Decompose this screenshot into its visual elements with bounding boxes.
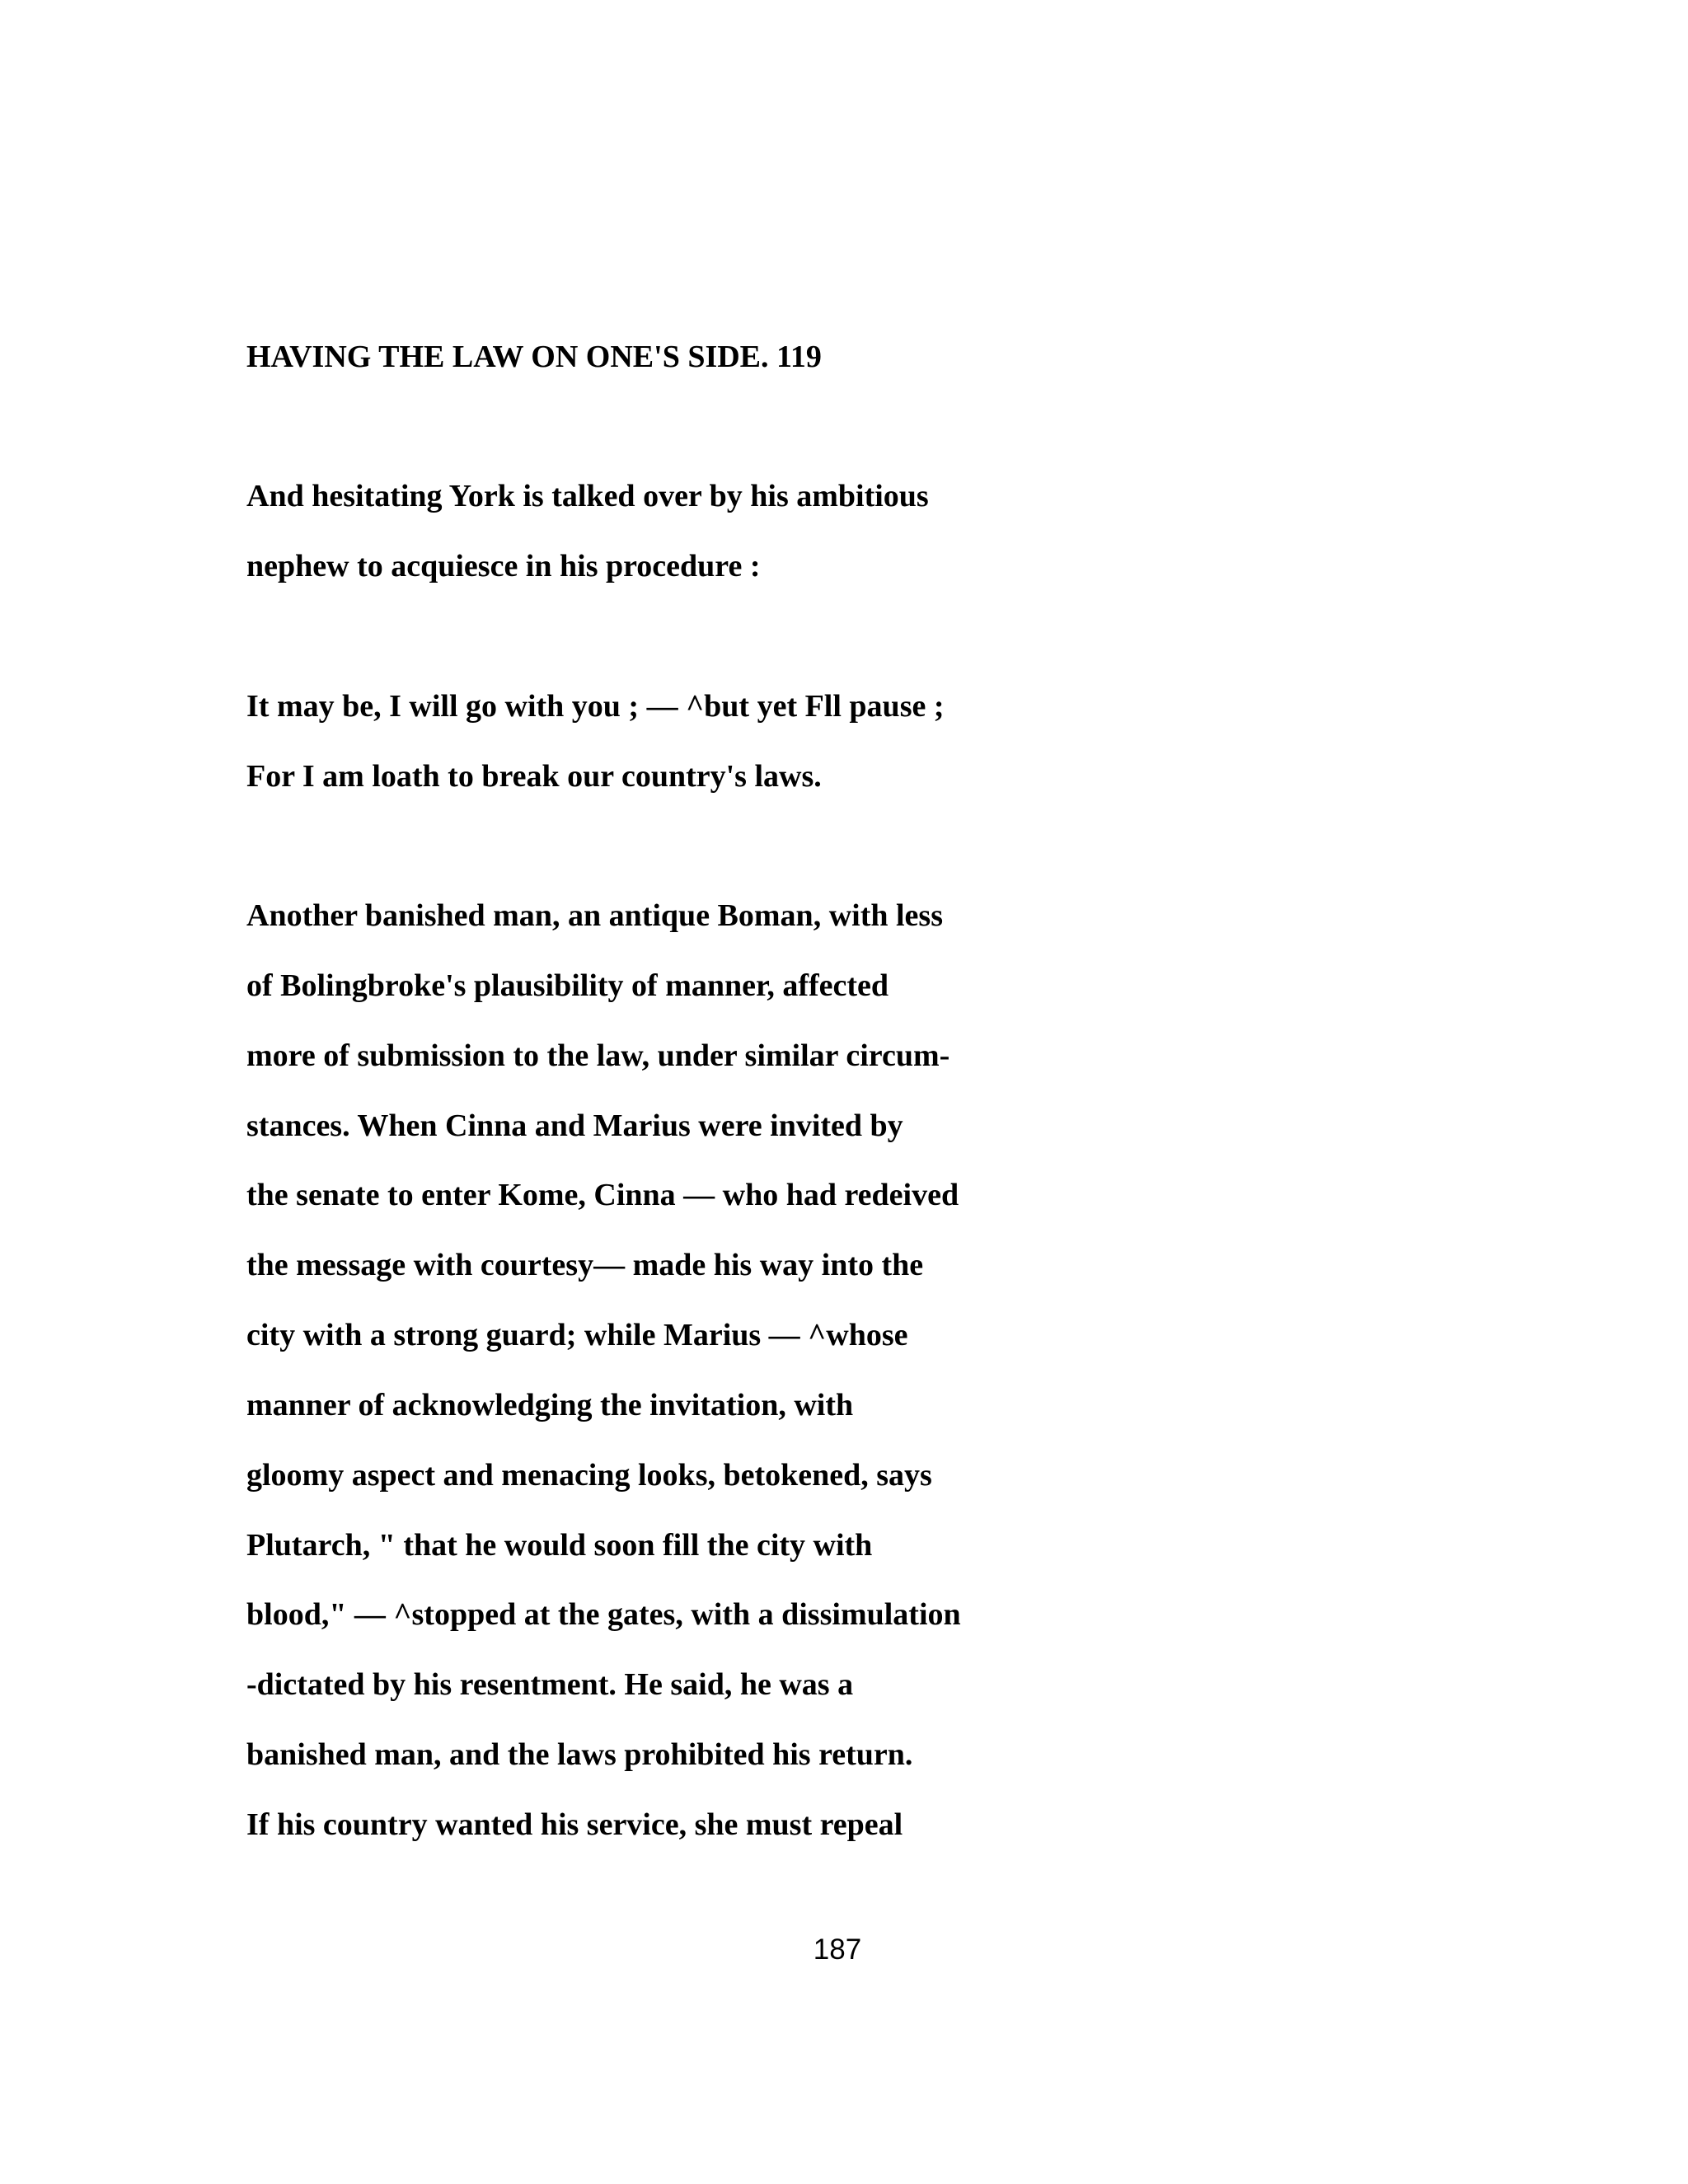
text-line: manner of acknowledging the invitation, with	[246, 1388, 854, 1422]
text-line: Plutarch, " that he would soon fill the city with	[246, 1528, 873, 1563]
text-line: And hesitating York is talked over by his ambitious	[246, 479, 929, 513]
text-line: gloomy aspect and menacing looks, betokened, says	[246, 1458, 932, 1493]
running-title: HAVING THE LAW ON ONE'S SIDE. 119	[246, 340, 822, 374]
verse-line: For I am loath to break our country's laws.	[246, 759, 822, 794]
page-number: 187	[813, 1933, 862, 1966]
text-line: more of submission to the law, under similar circum-	[246, 1038, 950, 1073]
text-line: the senate to enter Kome, Cinna — who had redeived	[246, 1178, 959, 1212]
text-line: the message with courtesy— made his way into the	[246, 1248, 924, 1282]
verse-line: It may be, I will go with you ; — ^but yet Fll pause ;	[246, 689, 945, 724]
text-line: blood," — ^stopped at the gates, with a dissimulation	[246, 1597, 961, 1632]
text-line: nephew to acquiesce in his procedure :	[246, 549, 761, 583]
text-line: -dictated by his resentment. He said, he was a	[246, 1667, 854, 1702]
text-line: banished man, and the laws prohibited his return.	[246, 1737, 913, 1772]
text-line: If his country wanted his service, she must repeal	[246, 1807, 903, 1842]
text-line: city with a strong guard; while Marius — ^whose	[246, 1318, 908, 1352]
text-line: of Bolingbroke's plausibility of manner, affected	[246, 968, 889, 1003]
text-line: stances. When Cinna and Marius were invited by	[246, 1108, 903, 1143]
text-line: Another banished man, an antique Boman, with less	[246, 898, 943, 933]
